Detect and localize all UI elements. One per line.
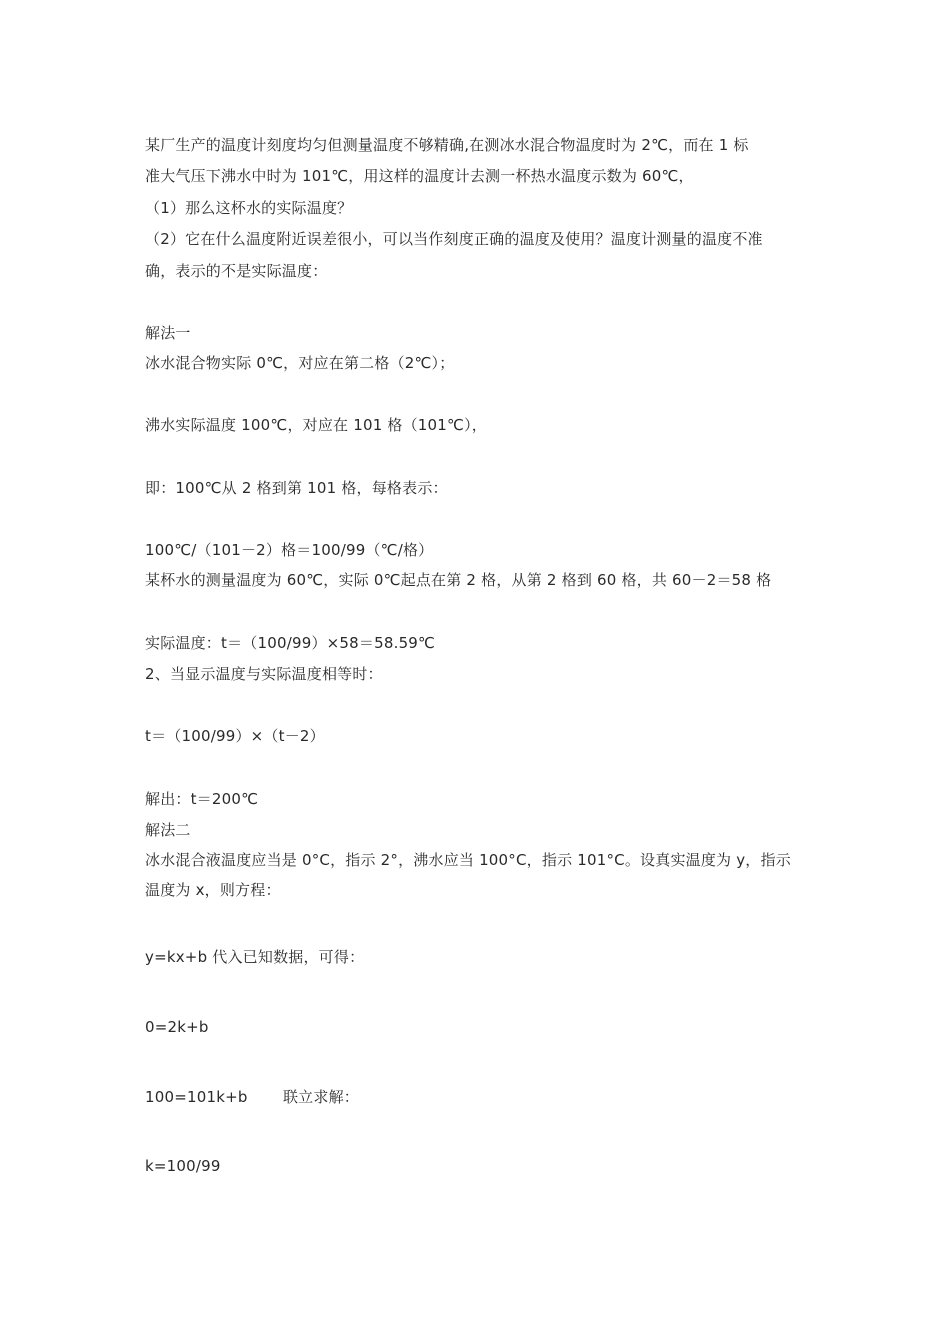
solution-1-step-4: 100℃/（101－2）格＝100/99（℃/格） xyxy=(145,541,434,559)
question-1: （1）那么这杯水的实际温度？ xyxy=(145,199,353,217)
solution-1-step-5: 某杯水的测量温度为 60℃，实际 0℃起点在第 2 格，从第 2 格到 60 格，共 60－2＝58 格 xyxy=(145,571,772,589)
problem-line-1: 某厂生产的温度计刻度均匀但测量温度不够精确,在测冰水混合物温度时为 2℃，而在 1 标 xyxy=(145,136,749,154)
solution-2-line-2: 温度为 x，则方程： xyxy=(145,881,281,899)
question-2-line-2: 确，表示的不是实际温度： xyxy=(145,262,328,280)
solution-2-heading: 解法二 xyxy=(145,821,191,839)
solution-2-eq-a: 0=2k+b xyxy=(145,1018,209,1036)
solution-2-line-1: 冰水混合液温度应当是 0°C，指示 2°，沸水应当 100°C，指示 101°C。设真实温度为 y，指示 xyxy=(145,851,791,869)
solution-1-result: 实际温度：t＝（100/99）×58＝58.59℃ xyxy=(145,634,436,652)
solution-1-step-2: 沸水实际温度 100℃，对应在 101 格（101℃）， xyxy=(145,416,487,434)
problem-line-2: 准大气压下沸水中时为 101℃，用这样的温度计去测一杯热水温度示数为 60℃， xyxy=(145,167,694,185)
solution-1-heading: 解法一 xyxy=(145,324,191,342)
solution-1-step-1: 冰水混合物实际 0℃，对应在第二格（2℃）； xyxy=(145,354,455,372)
solution-1-step-3: 即：100℃从 2 格到第 101 格，每格表示： xyxy=(145,479,448,497)
solution-2-equation: y=kx+b 代入已知数据，可得： xyxy=(145,948,365,966)
solution-1-answer: 解出：t＝200℃ xyxy=(145,790,259,808)
solution-2-k-value: k=100/99 xyxy=(145,1157,221,1175)
question-2-line-1: （2）它在什么温度附近误差很小，可以当作刻度正确的温度及使用？温度计测量的温度不准 xyxy=(145,230,763,248)
solution-1-part-2: 2、当显示温度与实际温度相等时： xyxy=(145,665,383,683)
solution-1-equation: t＝（100/99）×（t－2） xyxy=(145,727,325,745)
solution-2-eq-b: 100=101k+b 联立求解： xyxy=(145,1088,359,1106)
